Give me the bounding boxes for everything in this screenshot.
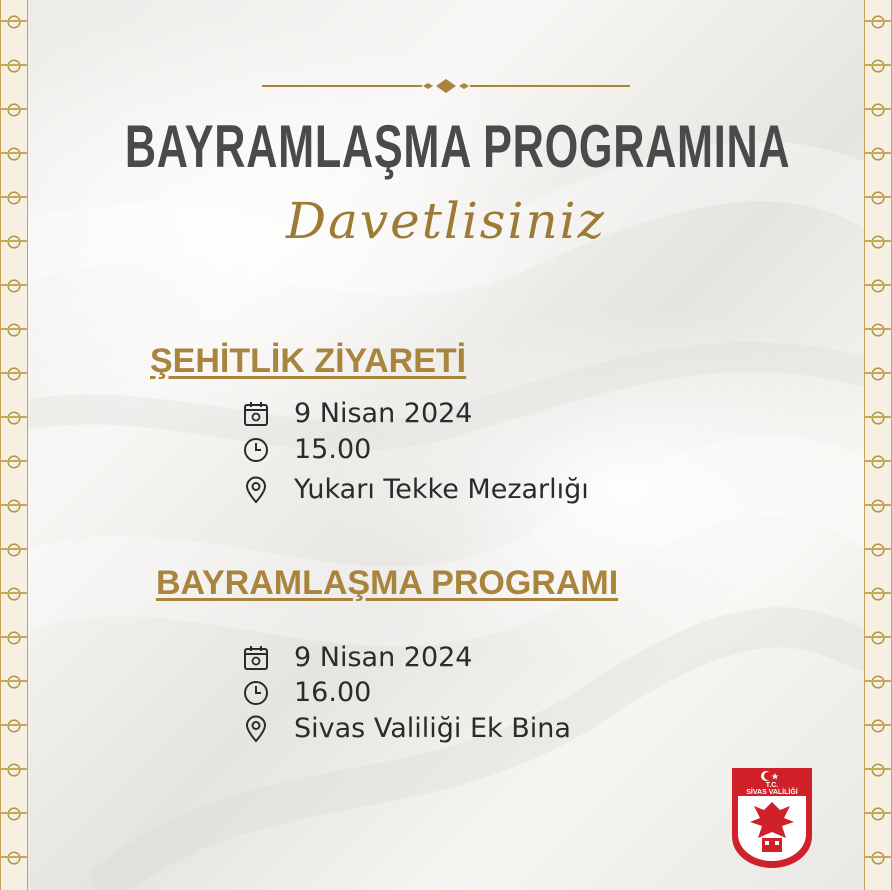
clock-icon (242, 679, 270, 707)
calendar-icon (242, 644, 270, 672)
event-location-row (242, 713, 571, 744)
section-title-holiday-program: BAYRAMLAŞMA PROGRAMI (156, 564, 619, 602)
emblem-tc-label: T.C. (765, 782, 779, 789)
event-time: 16.00 (294, 677, 372, 708)
right-ornamental-border (864, 0, 892, 890)
event-date-row (242, 642, 472, 673)
event-location: Sivas Valiliği Ek Bina (294, 713, 571, 744)
location-pin-icon (242, 715, 270, 743)
event-location-row (242, 474, 589, 505)
location-pin-icon (242, 476, 270, 504)
event-date-row (242, 398, 472, 429)
subtitle-script: Davetlisiniz (286, 192, 606, 250)
event-date: 9 Nisan 2024 (294, 642, 473, 673)
calendar-icon (242, 400, 270, 428)
clock-icon (242, 436, 270, 464)
gold-divider-ornament (262, 79, 630, 93)
event-time: 15.00 (294, 434, 372, 465)
main-title: BAYRAMLAŞMA PROGRAMINA (124, 113, 791, 180)
section-title-cemetery-visit: ŞEHİTLİK ZİYARETİ (150, 342, 467, 380)
event-date: 9 Nisan 2024 (294, 398, 473, 429)
event-time-row (242, 434, 371, 465)
left-ornamental-border (0, 0, 28, 890)
sivas-governorship-emblem (730, 766, 814, 870)
event-location: Yukarı Tekke Mezarlığı (294, 474, 589, 505)
event-time-row (242, 677, 371, 708)
emblem-name-label: SİVAS VALİLİĞİ (746, 789, 798, 796)
